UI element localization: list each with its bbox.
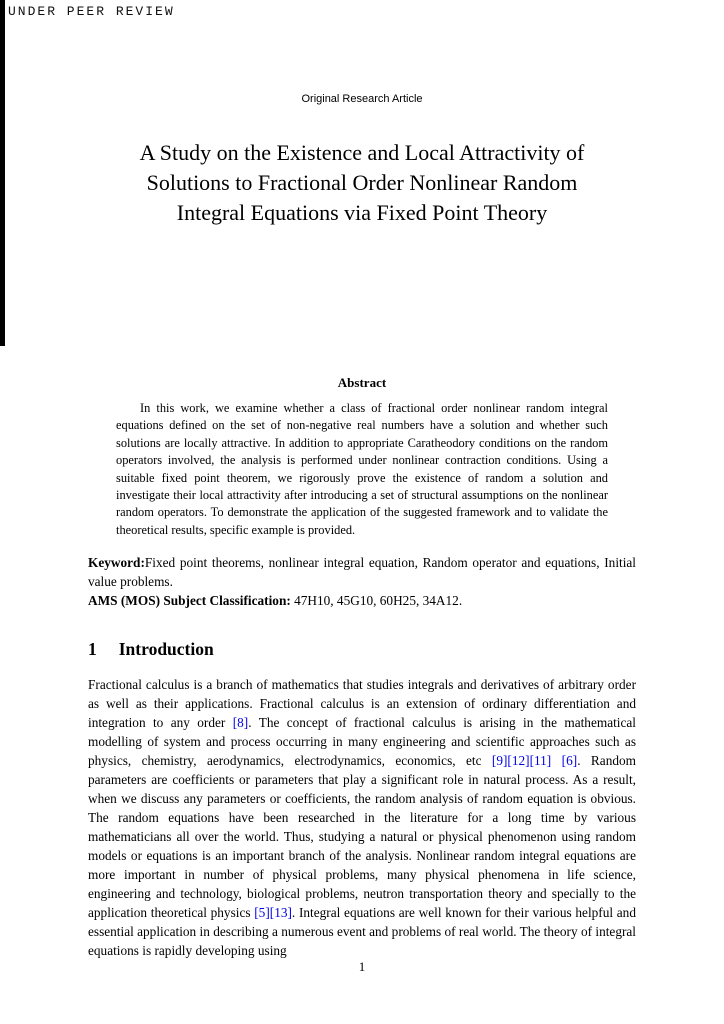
citation-link[interactable]: [11] — [529, 753, 552, 769]
intro-text: . Random parameters are coefficients or parameters that play a significant role in natural process. As a result, when we discuss any parameters or coefficients, the random analysis of random equation is obvious. The random equations have been researched in the literature for a long time by various mathematicians all over the world. Thus, studying a natural or physical phenomenon using random models or equations is an important branch of the analysis. Nonlinear random integral equations are more important in number of physical problems, many physical phenomena in life science, engineering and technology, biological problems, neutron transportation theory and specially to the application theoretical physics — [88, 753, 636, 921]
intro-text: . Integral equations are well known for their various helpful and essential application in describing a numerous event and problems of real world. The theory of integral equations is rapidly developing using — [88, 905, 636, 959]
citation-link[interactable]: [9] — [491, 753, 508, 769]
section-number: 1 — [88, 639, 97, 660]
keywords-label: Keyword: — [88, 555, 145, 571]
citation-link[interactable]: [12] — [507, 753, 530, 769]
citation-link[interactable]: [13] — [269, 905, 292, 921]
citation-link[interactable]: [6] — [561, 753, 578, 769]
abstract-text: In this work, we examine whether a class of fractional order nonlinear random integral equations defined on the set of non-negative real numbers have a solution and whether such solutions are locally attractive. In addition to appropriate Caratheodory conditions on the random operators involved, the analysis is performed under nonlinear contraction conditions. Using a suitable fixed point theorem, we rigorously prove the existence of random a solution and investigate their local attractivity after introducing a set of structural assumptions on the nonlinear random operators. To demonstrate the application of the suggested framework and to validate the theoretical results, specific example is provided. — [116, 401, 608, 537]
article-type-label: Original Research Article — [301, 93, 423, 105]
section-heading-introduction — [88, 639, 636, 660]
ams-text: 47H10, 45G10, 60H25, 34A12. — [290, 593, 463, 609]
ams-classification-line — [88, 591, 636, 610]
keywords-text: Fixed point theorems, nonlinear integral equation, Random operator and equations, Initial value problems. — [88, 555, 636, 590]
scan-edge-artifact — [0, 0, 5, 346]
page-number: 1 — [358, 959, 366, 974]
keywords-line — [88, 553, 636, 591]
citation-link[interactable]: [5] — [254, 905, 270, 921]
peer-review-banner: UNDER PEER REVIEW — [8, 4, 175, 19]
paper-title-line-1: A Study on the Existence and Local Attractivity of — [139, 140, 585, 165]
intro-text: . The concept of fractional calculus is arising in the mathematical modelling of system and process occurring in many engineering and scientific approaches such as physics, chemistry, aerodynamics, electrodynamics, economics, etc — [88, 715, 636, 769]
intro-text: Fractional calculus is a branch of mathematics that studies integrals and derivatives of arbitrary order as well as their applications. Fractional calculus is an extension of ordinary differentiation and integration to any order — [88, 677, 636, 731]
ams-label: AMS (MOS) Subject Classification: — [88, 593, 291, 609]
paper-title-line-3: Integral Equations via Fixed Point Theory — [176, 200, 548, 225]
intro-paragraph — [88, 675, 636, 960]
intro-text — [551, 753, 561, 768]
paper-title — [98, 138, 626, 228]
abstract-heading: Abstract — [337, 375, 387, 390]
citation-link[interactable]: [8] — [232, 715, 249, 731]
paper-title-line-2: Solutions to Fractional Order Nonlinear Random — [146, 170, 578, 195]
section-title: Introduction — [118, 639, 214, 660]
